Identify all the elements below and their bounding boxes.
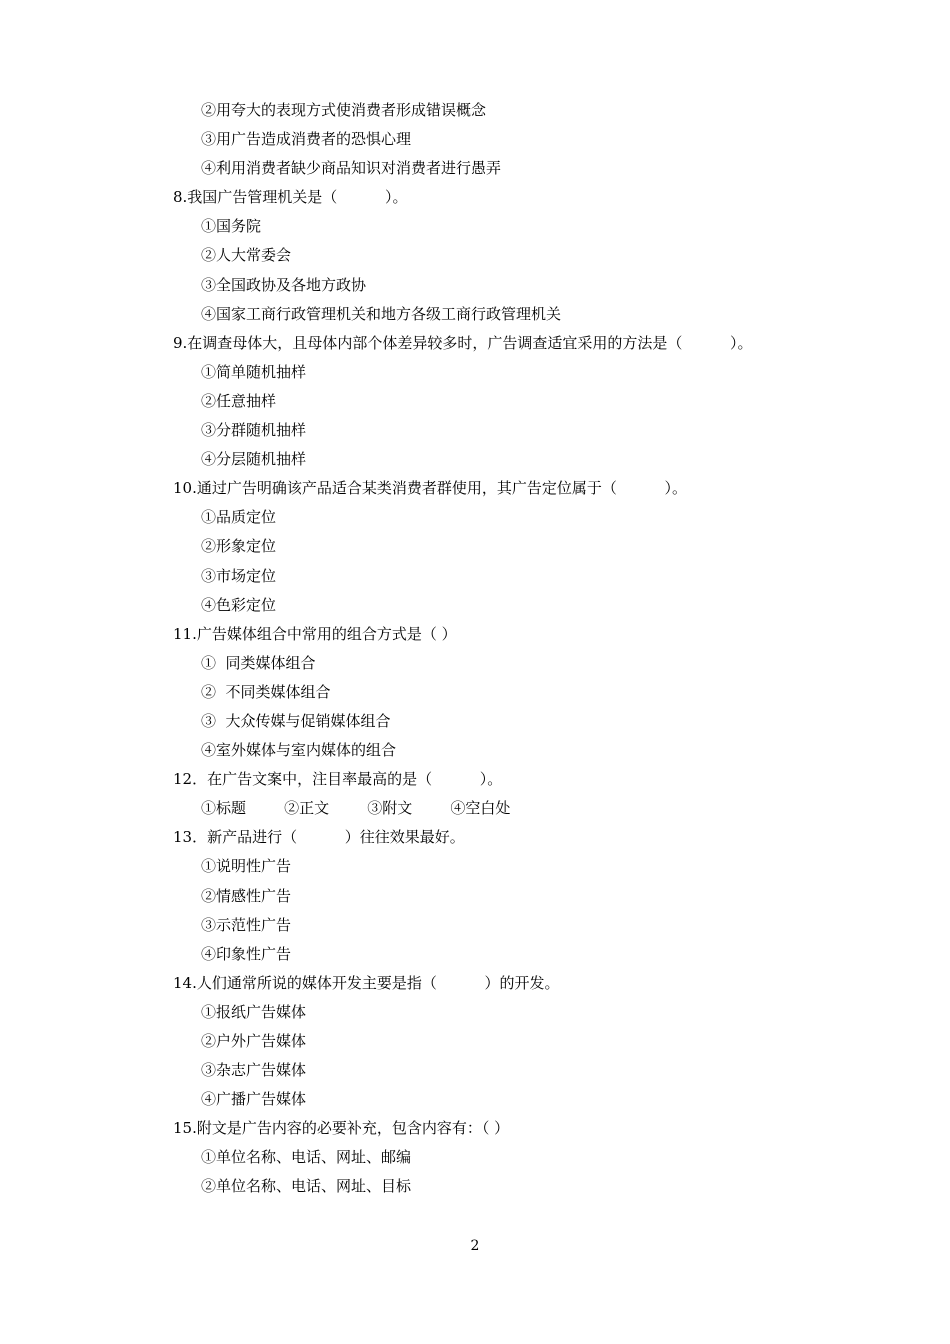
answer-option: ③市场定位 xyxy=(201,566,277,585)
question-stem: 9.在调查母体大，且母体内部个体差异较多时，广告调查适宜采用的方法是（ ）。 xyxy=(173,333,753,352)
question-stem: 15.附文是广告内容的必要补充，包含内容有：（ ） xyxy=(173,1119,510,1138)
answer-option: ④国家工商行政管理机关和地方各级工商行政管理机关 xyxy=(201,304,562,323)
answer-option: ① 同类媒体组合 xyxy=(201,653,316,672)
answer-option: ②户外广告媒体 xyxy=(201,1032,307,1050)
answer-option: ③杂志广告媒体 xyxy=(201,1061,307,1080)
answer-option: ③示范性广告 xyxy=(201,915,292,934)
answer-option: ①品质定位 xyxy=(201,508,277,527)
answer-option: ①单位名称、电话、网址、邮编 xyxy=(201,1148,412,1167)
question-stem: 13．新产品进行（ ）往往效果最好。 xyxy=(173,828,465,847)
question-stem: 12．在广告文案中，注目率最高的是（ ）。 xyxy=(173,770,503,789)
answer-option: ①报纸广告媒体 xyxy=(201,1002,307,1021)
answer-option: ③全国政协及各地方政协 xyxy=(201,275,367,294)
answer-option: ③ 大众传媒与促销媒体组合 xyxy=(201,711,391,730)
answer-option: ②单位名称、电话、网址、目标 xyxy=(201,1177,412,1196)
answer-option: ③分群随机抽样 xyxy=(201,421,307,440)
answer-option: ④室外媒体与室内媒体的组合 xyxy=(201,741,397,760)
answer-option: ④分层随机抽样 xyxy=(201,450,307,469)
question-list xyxy=(0,96,950,1202)
answer-option: ①说明性广告 xyxy=(201,857,292,876)
page-number: 2 xyxy=(470,1238,480,1254)
question-stem: 14.人们通常所说的媒体开发主要是指（ ）的开发。 xyxy=(173,973,560,992)
answer-option: ② 不同类媒体组合 xyxy=(201,682,331,701)
answer-option: ②人大常委会 xyxy=(201,246,292,265)
answer-option: ①国务院 xyxy=(201,217,262,236)
answer-option: ②情感性广告 xyxy=(201,886,292,905)
question-stem: 10.通过广告明确该产品适合某类消费者群使用，其广告定位属于（ ）。 xyxy=(173,479,688,498)
answer-option: ②用夸大的表现方式使消费者形成错误概念 xyxy=(201,101,487,119)
answer-option: ④广播广告媒体 xyxy=(201,1090,307,1109)
answer-option: ②任意抽样 xyxy=(201,391,277,410)
question-stem: 8.我国广告管理机关是（ ）。 xyxy=(173,188,408,207)
answer-option: ④色彩定位 xyxy=(201,595,277,614)
answer-option: ②形象定位 xyxy=(201,537,277,556)
answer-option: ③用广告造成消费者的恐惧心理 xyxy=(201,130,412,149)
answer-option: ④利用消费者缺少商品知识对消费者进行愚弄 xyxy=(201,159,502,178)
answer-option: ①简单随机抽样 xyxy=(201,362,307,381)
answer-option: ④印象性广告 xyxy=(201,944,292,963)
answer-option: ①标题 ②正文 ③附文 ④空白处 xyxy=(201,799,511,818)
question-stem: 11.广告媒体组合中常用的组合方式是（ ） xyxy=(173,624,457,643)
